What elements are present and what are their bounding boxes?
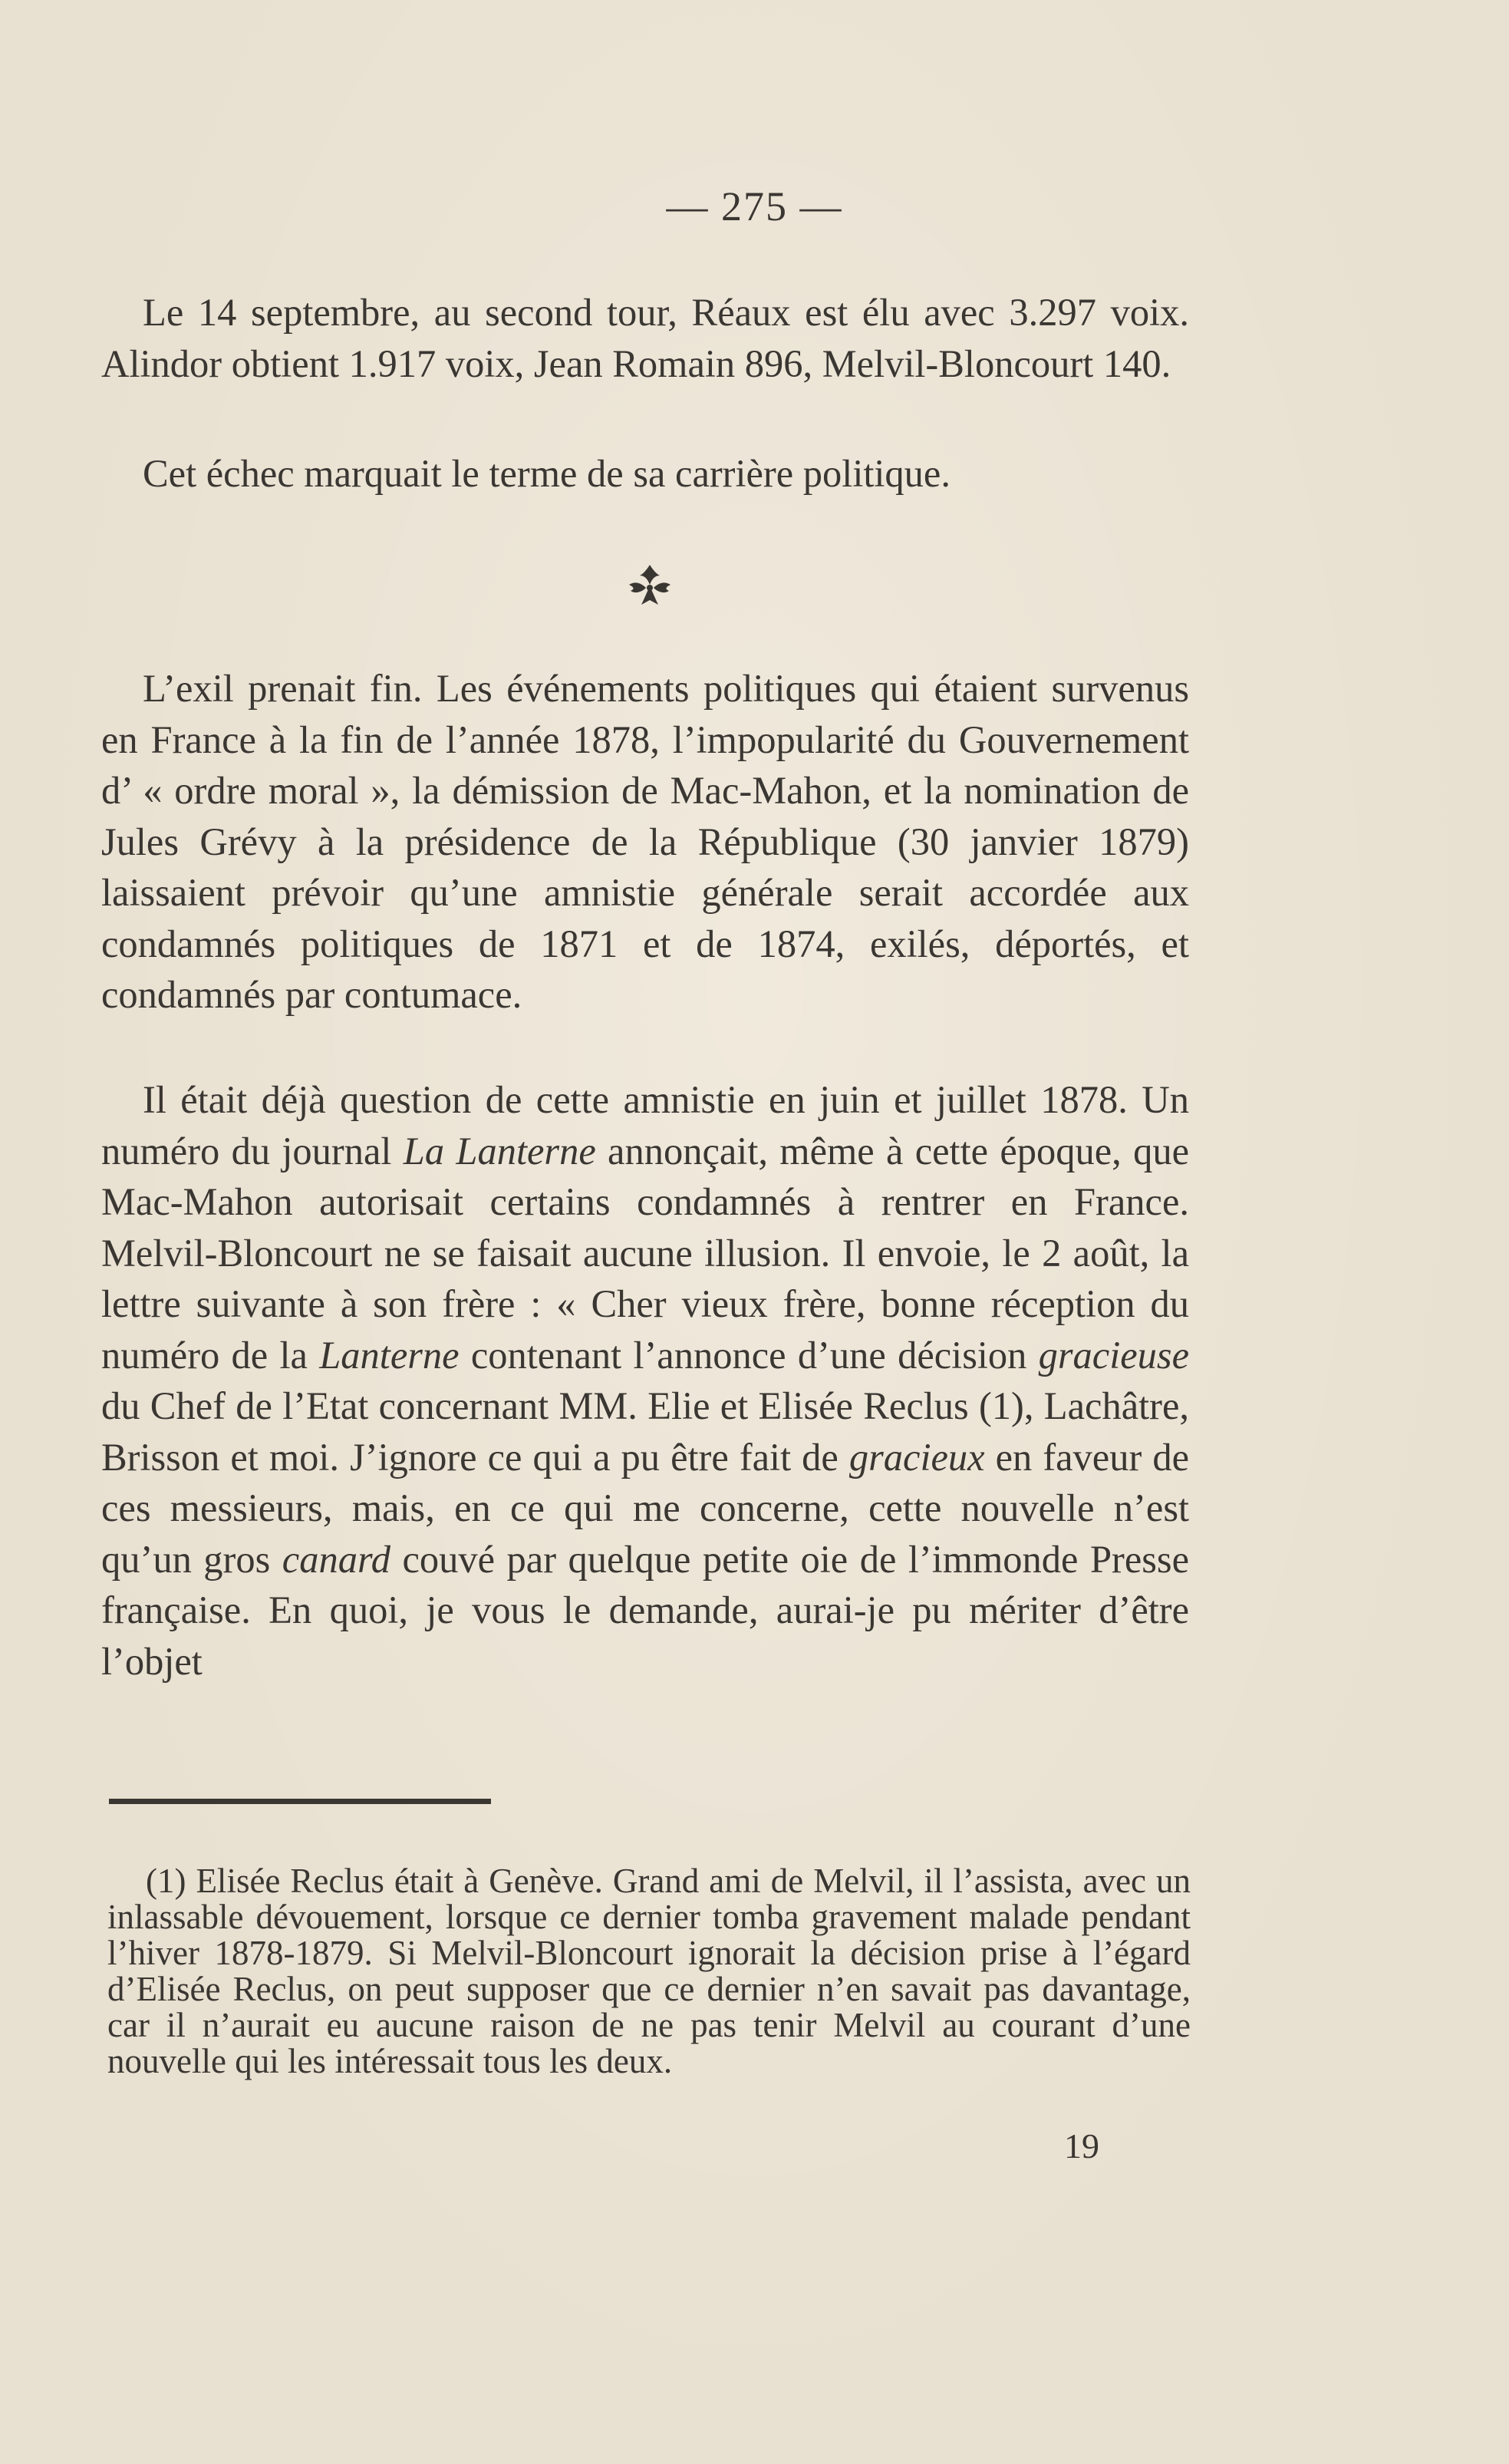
page-number-header: — 275 — — [666, 183, 843, 229]
footnote-separator — [109, 1799, 491, 1804]
paragraph-election-result — [101, 287, 1189, 389]
text-run: en faveur de ces messieurs, mais, en ce qui me concerne, cette nouvelle n’est qu’un gros — [101, 1435, 1189, 1581]
paragraph-text: Le 14 septembre, au second tour, Réaux est élu avec 3.297 voix. Alindor obtient 1.917 voix, Jean Romain 896, Melvil-Bloncourt 140. — [101, 291, 1189, 385]
italic-run: Lanterne — [319, 1333, 460, 1377]
italic-run: La Lanterne — [403, 1129, 596, 1173]
footnote: (1) Elisée Reclus était à Genève. Grand ami de Melvil, il l’assista, avec un inlassable dévouement, lorsque ce dernier tomba gravement malade pendant l’hiver 1878-1879. Si Melvil-Bloncourt ignorait la décision prise à l’égard d’Elisée Reclus, on peut supposer que ce dernier n’en savait pas davantage, car il n’aurait eu aucune raison de ne pas tenir Melvil au courant d’une nouvelle qui les intéressait tous les deux. — [107, 1862, 1191, 2080]
text-run: couvé par quelque petite oie de l’immonde Presse française. En quoi, je vous le demande, aurai-je pu mériter d’être l’objet — [101, 1537, 1189, 1683]
paragraph-exile-end — [101, 663, 1189, 1021]
text-run: annonçait, même à cette époque, que Mac-Mahon autorisait certains condamnés à rentrer en France. Melvil-Bloncourt ne se faisait aucune illusion. Il envoie, le 2 août, la lettre suivante à son frère : « Cher vieux frère, bonne réception du numéro de la — [101, 1129, 1189, 1377]
paragraph-career-end — [101, 448, 1189, 500]
italic-run: gracieuse — [1038, 1333, 1189, 1377]
text-run: contenant l’annonce d’une décision — [459, 1333, 1039, 1377]
paragraph-text — [101, 1074, 1189, 1687]
italic-run: canard — [282, 1537, 390, 1581]
paragraph-text: Cet échec marquait le terme de sa carrière politique. — [143, 452, 951, 495]
text-run: Il était déjà question de cette amnistie en juin et juillet 1878. Un numéro du journal — [101, 1078, 1189, 1173]
italic-run: gracieux — [848, 1435, 985, 1479]
signature-mark: 19 — [1064, 2126, 1099, 2165]
paragraph-text: L’exil prenait fin. Les événements politiques qui étaient survenus en France à la fin de l’année 1878, l’impopularité du Gouvernement d’ « ordre moral », la démission de Mac-Mahon, et la nomination de Jules Grévy à la présidence de la République (30 janvier 1879) laissaient prévoir qu’une amnistie générale serait accordée aux condamnés politiques de 1871 et de 1874, exilés, déportés, et condamnés par contumace. — [101, 667, 1189, 1016]
fleuron-icon — [623, 559, 677, 612]
paragraph-amnesty-letter — [101, 1074, 1189, 1687]
text-run: du Chef de l’Etat concernant MM. Elie et Elisée Reclus (1), Lachâtre, Brisson et moi. J’ignore ce qui a pu être fait de — [101, 1384, 1189, 1479]
